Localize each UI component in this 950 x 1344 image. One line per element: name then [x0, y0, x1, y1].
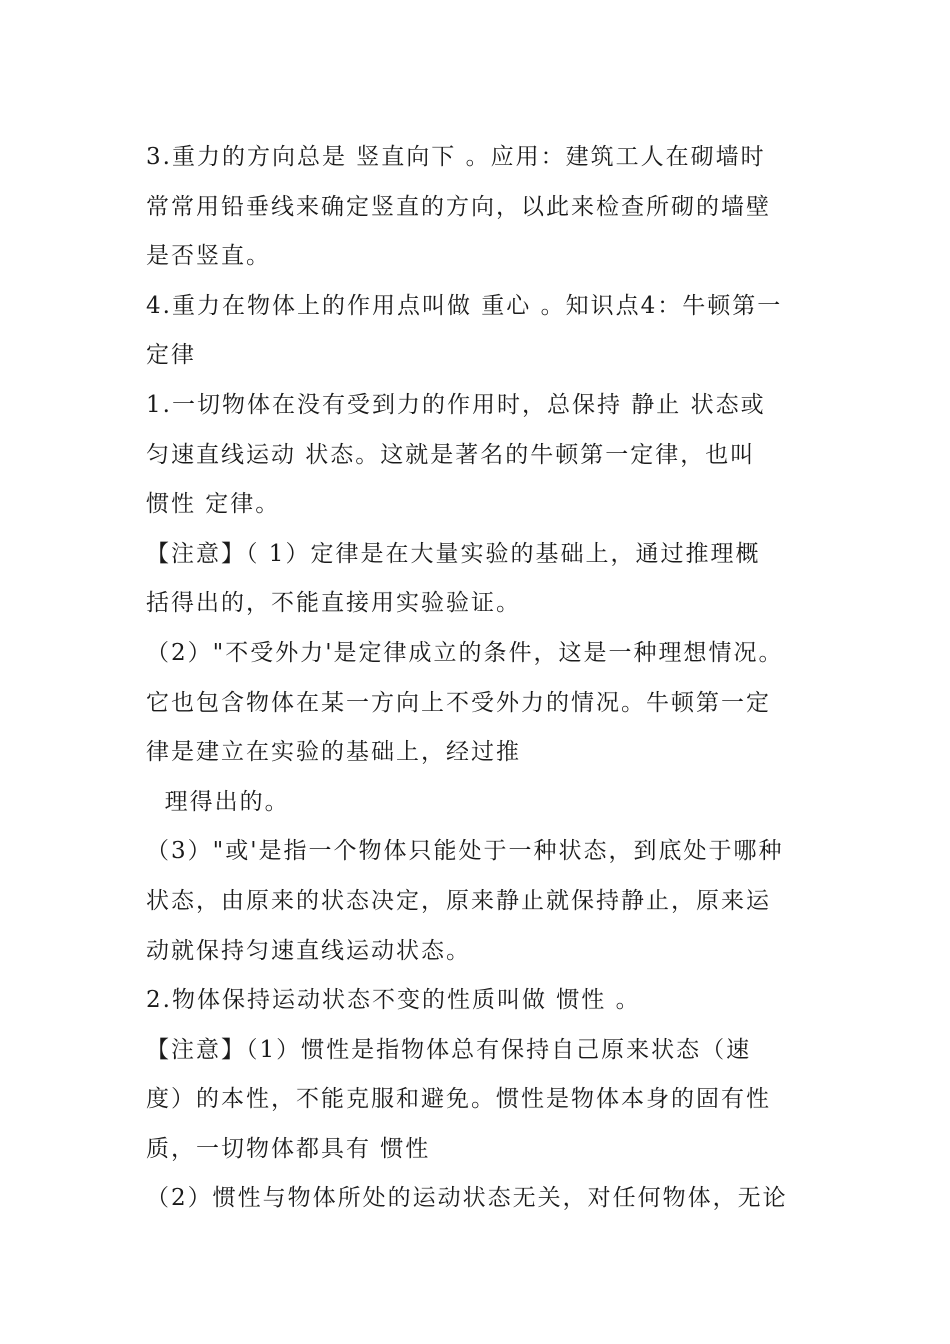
text-line: （3）"或'是指一个物体只能处于一种状态，到底处于哪种 [146, 838, 784, 865]
text-line: 1.一切物体在没有受到力的作用时，总保持 静止 状态或 [146, 391, 766, 418]
text-line: 【注意】（1）惯性是指物体总有保持自己原来状态（速 [146, 1036, 752, 1063]
text-line: 度）的本性，不能克服和避免。惯性是物体本身的固有性 [146, 1086, 771, 1113]
text-line: 4.重力在物体上的作用点叫做 重心 。知识点4：牛顿第一 [146, 292, 783, 319]
text-line: 质，一切物体都具有 惯性 [146, 1135, 431, 1162]
text-line: 匀速直线运动 状态。这就是著名的牛顿第一定律，也叫 [146, 441, 756, 468]
text-line: 【注意】（ 1）定律是在大量实验的基础上，通过推理概 [146, 540, 761, 567]
text-line: 惯性 定律。 [146, 491, 281, 518]
text-line: （2）惯性与物体所处的运动状态无关，对任何物体，无论 [146, 1185, 788, 1212]
text-line: 动就保持匀速直线运动状态。 [146, 937, 471, 964]
text-line: 常常用铅垂线来确定竖直的方向，以此来检查所砌的墙壁 [146, 193, 771, 220]
text-line: 它也包含物体在某一方向上不受外力的情况。牛顿第一定 [146, 689, 771, 716]
text-line: 律是建立在实验的基础上，经过推 [146, 739, 521, 766]
text-line: （2）"不受外力'是定律成立的条件，这是一种理想情况。 [146, 639, 784, 666]
text-line: 2.物体保持运动状态不变的性质叫做 惯性 。 [146, 987, 641, 1014]
text-line: 状态，由原来的状态决定，原来静止就保持静止，原来运 [146, 887, 771, 914]
text-line: 3.重力的方向总是 竖直向下 。应用：建筑工人在砌墙时 [146, 144, 766, 170]
text-line: 理得出的。 [146, 788, 290, 815]
body-text [146, 133, 812, 1224]
text-line: 括得出的，不能直接用实验验证。 [146, 590, 521, 617]
text-line: 定律 [146, 342, 196, 369]
text-line: 是否竖直。 [146, 243, 271, 270]
